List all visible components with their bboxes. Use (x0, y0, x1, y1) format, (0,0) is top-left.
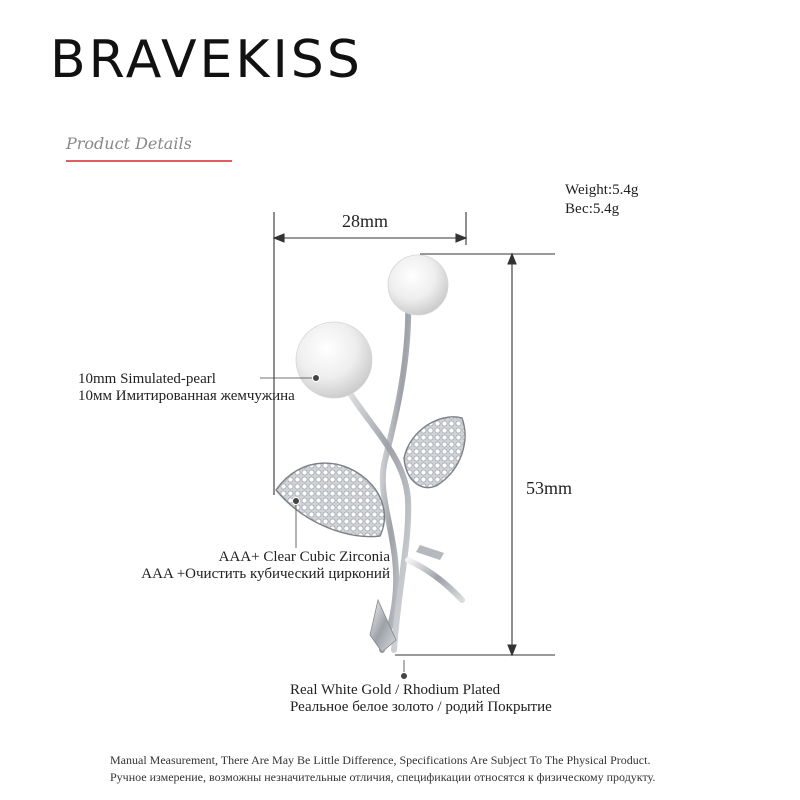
zirconia-label (100, 549, 390, 583)
width-label: 28mm (342, 211, 389, 231)
weight-line-en: Weight:5.4g (565, 182, 639, 198)
pearl-label-ru: 10мм Имитированная жемчужина (78, 388, 295, 404)
disclaimer (110, 752, 655, 786)
pearl-label (78, 371, 295, 405)
weight-line-ru: Вес:5.4g (565, 201, 620, 217)
disclaimer-ru: Ручное измерение, возможны незначительные отличия, спецификации относятся к физическому продукту. (110, 770, 656, 784)
zirconia-label-en: AAA+ Clear Cubic Zirconia (218, 549, 390, 565)
section-title: Product Details (66, 134, 192, 153)
large-pearl (296, 322, 372, 398)
small-pearl (388, 255, 448, 315)
right-leaf-shape (404, 417, 465, 488)
pearl-label-en: 10mm Simulated-pearl (78, 371, 216, 387)
brooch-illustration (276, 255, 465, 652)
disclaimer-en: Manual Measurement, There Are May Be Little Difference, Specifications Are Subject To The Physical Product. (110, 753, 651, 767)
brand-logo: BRAVEKISS (50, 30, 363, 90)
zirconia-label-ru: AAA +Очистить кубический цирконий (141, 566, 390, 582)
height-label: 53mm (526, 478, 573, 498)
plating-label-ru: Реальное белое золото / родий Покрытие (290, 699, 552, 715)
plating-label (290, 682, 552, 716)
plating-pointer (401, 660, 408, 680)
plating-label-en: Real White Gold / Rhodium Plated (290, 682, 501, 698)
